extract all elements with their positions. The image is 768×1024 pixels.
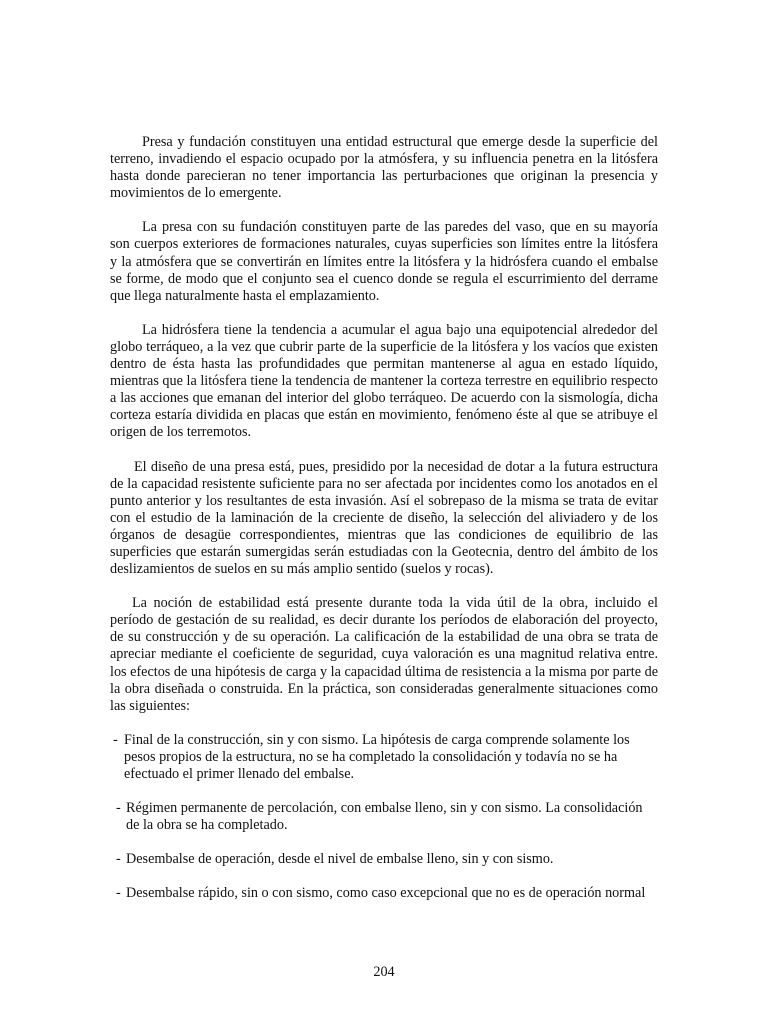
- list-marker: -: [116, 885, 121, 902]
- paragraph-4: El diseño de una presa está, pues, presidido por la necesidad de dotar a la futura estructura de la capacidad resistente suficiente para no ser afectada por incidentes como los anotados en el punto anterior y los resultantes de esta invasión. Así el sobrepaso de la misma se trata de evitar con el estudio de la laminación de la creciente de diseño, la selección del aliviadero y de los órganos de desagüe correspondientes, mientras que las condiciones de equilibrio de las superficies que estarán sumergidas serán estudiadas con la Geotecnia, dentro del ámbito de los deslizamientos de suelos en su más amplio sentido (suelos y rocas).: [110, 458, 658, 578]
- list-item-text: Desembalse rápido, sin o con sismo, como caso excepcional que no es de operación normal: [126, 885, 646, 902]
- list-marker: -: [116, 851, 121, 868]
- list-item-text: Régimen permanente de percolación, con embalse lleno, sin y con sismo. La consolidación de la obra se ha completado.: [126, 800, 643, 834]
- list-item-text: Desembalse de operación, desde el nivel de embalse lleno, sin y con sismo.: [126, 851, 554, 868]
- list-item: [112, 885, 658, 902]
- paragraph-2: La presa con su fundación constituyen parte de las paredes del vaso, que en su mayoría son cuerpos exteriores de formaciones naturales, cuyas superficies son límites entre la litósfera y la atmósfera que se convertirán en límites entre la litósfera y la hidrósfera cuando el embalse se forme, de modo que el conjunto sea el cuenco donde se regula el escurrimiento del derrame que llega naturalmente hasta el emplazamiento.: [110, 219, 658, 304]
- page-number: 204: [373, 964, 395, 980]
- paragraph-3: La hidrósfera tiene la tendencia a acumular el agua bajo una equipotencial alrededor del globo terráqueo, a la vez que cubrir parte de la superficie de la litósfera y los vacíos que existen dentro de ésta hasta las profundidades que permitan mantenerse al agua en estado líquido, mientras que la litósfera tiene la tendencia de mantener la corteza terrestre en equilibrio respecto a las acciones que emanan del interior del globo terráqueo. De acuerdo con la sismología, dicha corteza estaría dividida en placas que están en movimiento, fenómeno éste al que se atribuye el origen de los terremotos.: [110, 321, 658, 441]
- document-page: [110, 134, 658, 919]
- paragraph-1: Presa y fundación constituyen una entidad estructural que emerge desde la superficie del terreno, invadiendo el espacio ocupado por la atmósfera, y su influencia penetra en la litósfera hasta donde parecieran no tener importancia las perturbaciones que originan la presencia y movimientos de lo emergente.: [110, 134, 658, 202]
- list-item: [108, 732, 658, 783]
- paragraph-5: La noción de estabilidad está presente durante toda la vida útil de la obra, incluido el período de gestación de su realidad, es decir durante los períodos de elaboración del proyecto, de su construcción y de su operación. La calificación de la estabilidad de una obra se trata de apreciar mediante el coeficiente de seguridad, cuya valoración es una magnitud relativa entre. los efectos de una hipótesis de carga y la capacidad última de resistencia a la misma por parte de la obra diseñada o construida. En la práctica, son consideradas generalmente situaciones como las siguientes:: [110, 595, 658, 714]
- list-item-text: Final de la construcción, sin y con sismo. La hipótesis de carga comprende solamente los pesos propios de la estructura, no se ha completado la consolidación y todavía no se ha efectuado el primer llenado del embalse.: [124, 731, 630, 782]
- list-item: [112, 851, 658, 868]
- load-cases-list: [110, 732, 658, 903]
- list-marker: -: [116, 800, 121, 817]
- list-item: [112, 800, 658, 834]
- list-marker: -: [113, 731, 118, 748]
